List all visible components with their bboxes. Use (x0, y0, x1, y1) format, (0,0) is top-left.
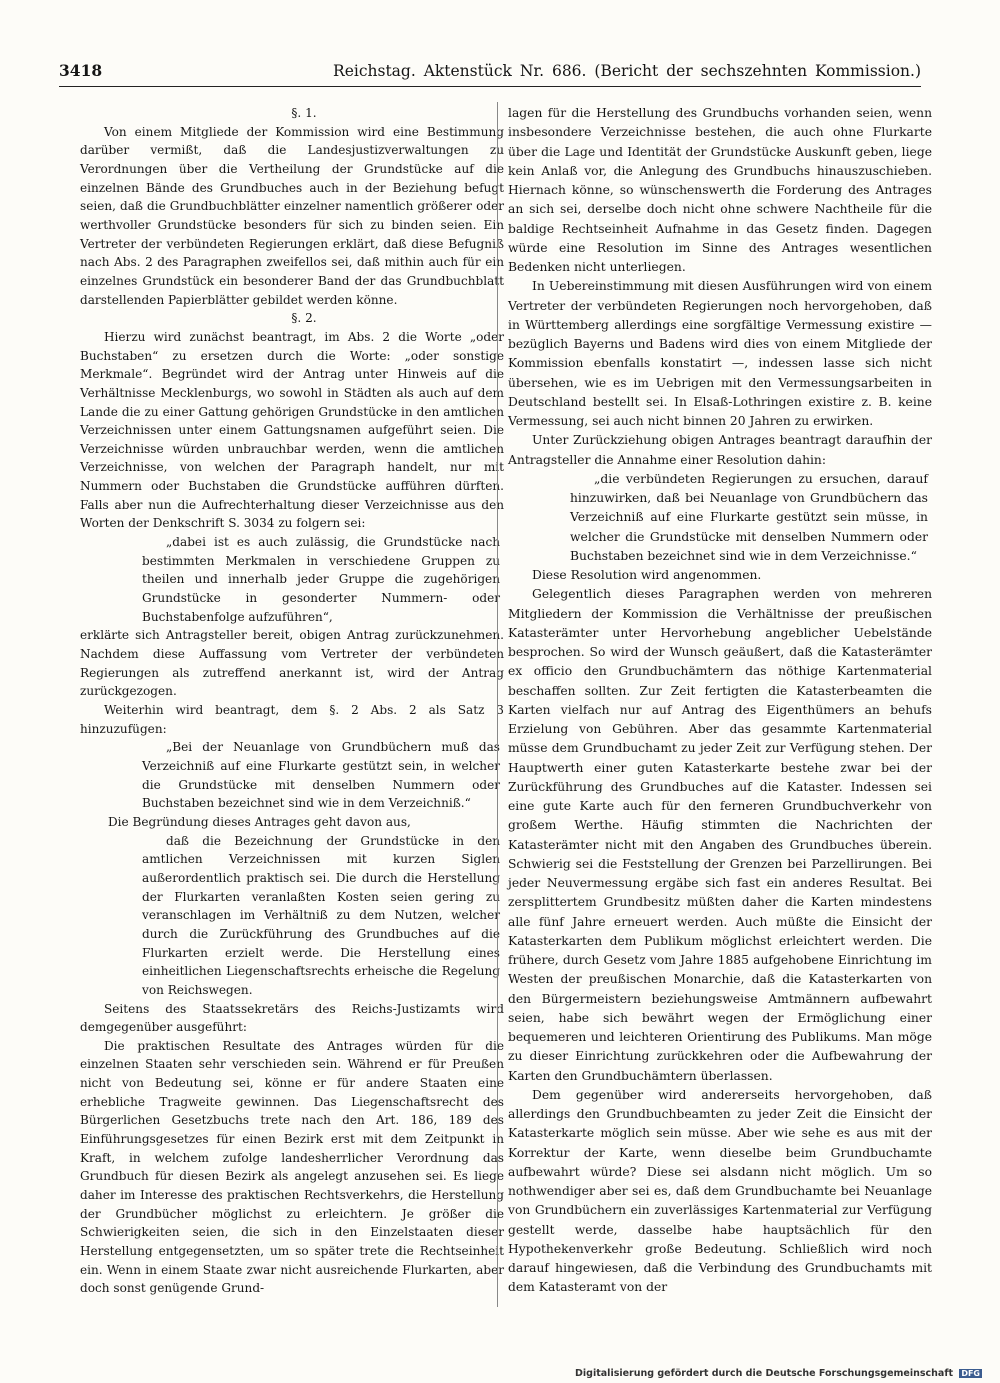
paragraph: Hierzu wird zunächst beantragt, im Abs. 2 die Worte „oder Buchstaben“ zu ersetzen durch die Worte: „oder sonstige Merkmale“. Begründet wird der Antrag unter Hinweis auf die Verhältnisse Mecklenburgs, wo sowohl in Städten als auch auf dem Lande die zu einer Gattung gehörigen Grundstücke in den amtlichen Verzeichnissen unter einem Gattungsnamen aufgeführt seien. Die Verzeichnisse würden unbrauchbar werden, wenn die amtlichen Verzeichnisse, von welchen der Paragraph handelt, nur mit Nummern oder Buchstaben die Grundstücke aufführen dürften. Falls aber nun die Aufrechterhaltung dieser Verzeichnisse aus den Worten der Denkschrift S. 3034 zu folgern sei: (80, 329, 504, 531)
page-header (59, 61, 921, 85)
block-quote: „dabei ist es auch zulässig, die Grundstücke nach bestimmten Merkmalen in verschiedene Gruppen zu theilen und innerhalb jeder Gruppe die zugehörigen Grundstücke in gesonderter Nummern- oder Buchstabenfolge aufzuführen“, (142, 535, 500, 624)
paragraph: Von einem Mitgliede der Kommission wird eine Bestimmung darüber vermißt, daß die Landesjustizverwaltungen zu Verordnungen über die Vertheilung der Grundstücke auf die einzelnen Bände des Grundbuches auch in der Beziehung befugt seien, daß die Grundbuchblätter einzelner namentlich größerer oder werthvoller Grundstücke besonders für sich zu binden seien. Ein Vertreter der verbündeten Regierungen erklärt, daß diese Befugniß nach Abs. 2 des Paragraphen zweifellos sei, daß mithin auch für ein einzelnes Grundstück ein besonderer Band der das Grundbuchblatt darstellenden Papierblätter gebildet werden könne. (80, 124, 504, 307)
credit-text: Digitalisierung gefördert durch die Deutsche Forschungsgemeinschaft (575, 1368, 954, 1379)
page-number: 3418 (59, 61, 103, 80)
digitization-credit (575, 1368, 982, 1379)
column-divider (497, 102, 498, 1307)
paragraph: Dem gegenüber wird andererseits hervorgehoben, daß allerdings den Grundbuchbeamten zu jeder Zeit die Einsicht der Katasterkarte möglich sein müsse. Aber wie sehe es aus mit der Korrektur der Karte, wenn dieselbe beim Grundbuchamte aufbewahrt würde? Diese sei alsdann nicht möglich. Um so nothwendiger aber sei es, daß dem Grundbuchamte bei Neuanlage von Grundbüchern ein zuverlässiges Kartenmaterial zur Verfügung gestellt werde, dasselbe habe hauptsächlich für den Hypothekenverkehr große Bedeutung. Schließlich wird noch darauf hingewiesen, daß die Verbindung des Grundbuchamts mit dem Katasteramt von der (508, 1087, 932, 1295)
paragraph: Die praktischen Resultate des Antrages würden für die einzelnen Staaten sehr verschieden sein. Während er für Preußen nicht von Bedeutung sei, könne er für andere Staaten eine erhebliche Tragweite gewinnen. Das Liegenschaftsrecht des Bürgerlichen Gesetzbuchs trete nach den Art. 186, 189 des Einführungsgesetzes für einen Bezirk erst mit dem Zeitpunkt in Kraft, in welchem zufolge landesherrlicher Verordnung das Grundbuch für diesen Bezirk als angelegt anzusehen sei. Es liege daher im Interesse des praktischen Rechtsverkehrs, die Herstellung der Grundbücher möglichst zu erleichtern. Je größer die Schwierigkeiten seien, die sich in den Einzelstaaten dieser Herstellung entgegensetzten, um so später trete die Rechtseinheit ein. Wenn in einem Staate zwar nicht ausreichende Flurkarten, aber doch sonst genügende Grund- (80, 1038, 504, 1296)
paragraph: Weiterhin wird beantragt, dem §. 2 Abs. 2 als Satz 3 hinzuzufügen: (80, 703, 504, 736)
paragraph: Die Begründung dieses Antrages geht davon aus, (108, 814, 411, 829)
paragraph: Unter Zurückziehung obigen Antrages beantragt daraufhin der Antragsteller die Annahme einer Resolution dahin: (508, 433, 932, 467)
paragraph: lagen für die Herstellung des Grundbuchs vorhanden seien, wenn insbesondere Verzeichnisse bestehen, die auch ohne Flurkarte über die Lage und Identität der Grundstücke Auskunft geben, liege kein Anlaß vor, die Anlegung des Grundbuchs hinauszuschieben. Hiernach könne, so wünschenswerth die Forderung des Antrages an sich sei, derselbe doch nicht ohne schwere Nachtheile für die baldige Rechtseinheit Aufnahme in das Gesetz finden. Dagegen würde eine Resolution im Sinne des Antrages wesentlichen Bedenken nicht unterliegen. (508, 106, 932, 274)
paragraph: Gelegentlich dieses Paragraphen werden von mehreren Mitgliedern der Kommission die Verhältnisse der preußischen Katasterämter unter Hervorhebung angeblicher Uebelstände besprochen. So wird der Wunsch geäußert, daß die Katasterämter ex officio den Grundbuchämtern das nöthige Kartenmaterial beschaffen sollten. Zur Zeit fertigten die Katasterbeamten die Karten vielfach nur auf Antrag des Eigenthümers an behufs Erzielung von Gebühren. Aber das gesammte Kartenmaterial müsse dem Grundbuchamt zu jeder Zeit zur Verfügung stehen. Der Hauptwerth einer guten Katasterkarte bestehe zwar bei der Zurückführung des Grundbuches auf die Kataster. Indessen sei eine gute Karte auch für den ferneren Grundbuchverkehr von großem Werthe. Häufig stimmten die Nachrichten der Katasterämter nicht mit den Angaben des Grundbuches überein. Schwierig sei die Feststellung der Grenzen bei Parzellirungen. Bei jeder Neuvermessung ergäbe sich fast ein anderes Resultat. Bei zersplittertem Grundbesitz müßten daher die Karten mindestens alle fünf Jahre erneuert werden. Auch müßte die Einsicht der Katasterkarten dem Publikum möglichst erleichtert werden. Die frühere, durch Gesetz vom Jahre 1885 aufgehobene Einrichtung im Westen der preußischen Monarchie, daß die Katasterkarten von den Bürgermeistern beziehungsweise Amtmännern aufbewahrt seien, habe sich bewährt wegen der Ermöglichung einer bequemeren und leichteren Orientirung des Publikums. Man möge zu dieser Einrichtung zurückkehren oder die Aufbewahrung der Karten den Grundbuchämtern überlassen. (508, 587, 932, 1083)
dfg-logo: DFG (961, 1369, 980, 1378)
section-heading-2: §. 2. (291, 311, 317, 326)
section-heading-1: §. 1. (291, 106, 317, 120)
paragraph: In Uebereinstimmung mit diesen Ausführungen wird von einem Vertreter der verbündeten Regierungen noch hervorgehoben, daß in Württemberg allerdings eine sorgfältige Vermessung existire — bezüglich Bayerns und Badens wird dies von einem Mitgliede der Kommission ebenfalls konstatirt —, indessen lasse sich nicht übersehen, wie es im Uebrigen mit den Vermessungsarbeiten in Deutschland bestellt sei. In Elsaß-Lothringen existire z. B. keine Vermessung, sei auch nicht binnen 20 Jahren zu erwirken. (508, 279, 932, 428)
block-quote: „die verbündeten Regierungen zu ersuchen, darauf hinzuwirken, daß bei Neuanlage von Grundbüchern das Verzeichniß auf eine Flurkarte gestützt sein müsse, in welcher die Grundstücke mit denselben Nummern oder Buchstaben bezeichnet sind wie in dem Verzeichnisse.“ (570, 471, 928, 563)
paragraph: Seitens des Staatssekretärs des Reichs-Justizamts wird demgegenüber ausgeführt: (80, 1001, 504, 1035)
running-title: Reichstag. Aktenstück Nr. 686. (Bericht der sechszehnten Kommission.) (333, 62, 921, 80)
right-column (508, 104, 932, 1298)
left-column (80, 104, 504, 1298)
paragraph: erklärte sich Antragsteller bereit, obigen Antrag zurückzunehmen. Nachdem diese Auffassung vom Vertreter der verbündeten Regierungen als zutreffend anerkannt ist, wird der Antrag zurückgezogen. (80, 628, 504, 699)
header-rule (59, 86, 921, 87)
indented-paragraph: daß die Bezeichnung der Grundstücke in den amtlichen Verzeichnissen mit kurzen Siglen außerordentlich praktisch sei. Die durch die Herstellung der Flurkarten veranlaßten Kosten seien gering zu veranschlagen im Verhältniß zu dem Nutzen, welcher durch die Zurückführung des Grundbuches auf die Flurkarten erzielt werde. Die Herstellung eines einheitlichen Liegenschaftsrechts erheische die Regelung von Reichswegen. (142, 833, 500, 997)
block-quote: „Bei der Neuanlage von Grundbüchern muß das Verzeichniß auf eine Flurkarte gestützt sein, in welcher die Grundstücke mit denselben Nummern oder Buchstaben bezeichnet sind wie in dem Verzeichniß.“ (142, 740, 500, 811)
paragraph: Diese Resolution wird angenommen. (532, 568, 762, 582)
